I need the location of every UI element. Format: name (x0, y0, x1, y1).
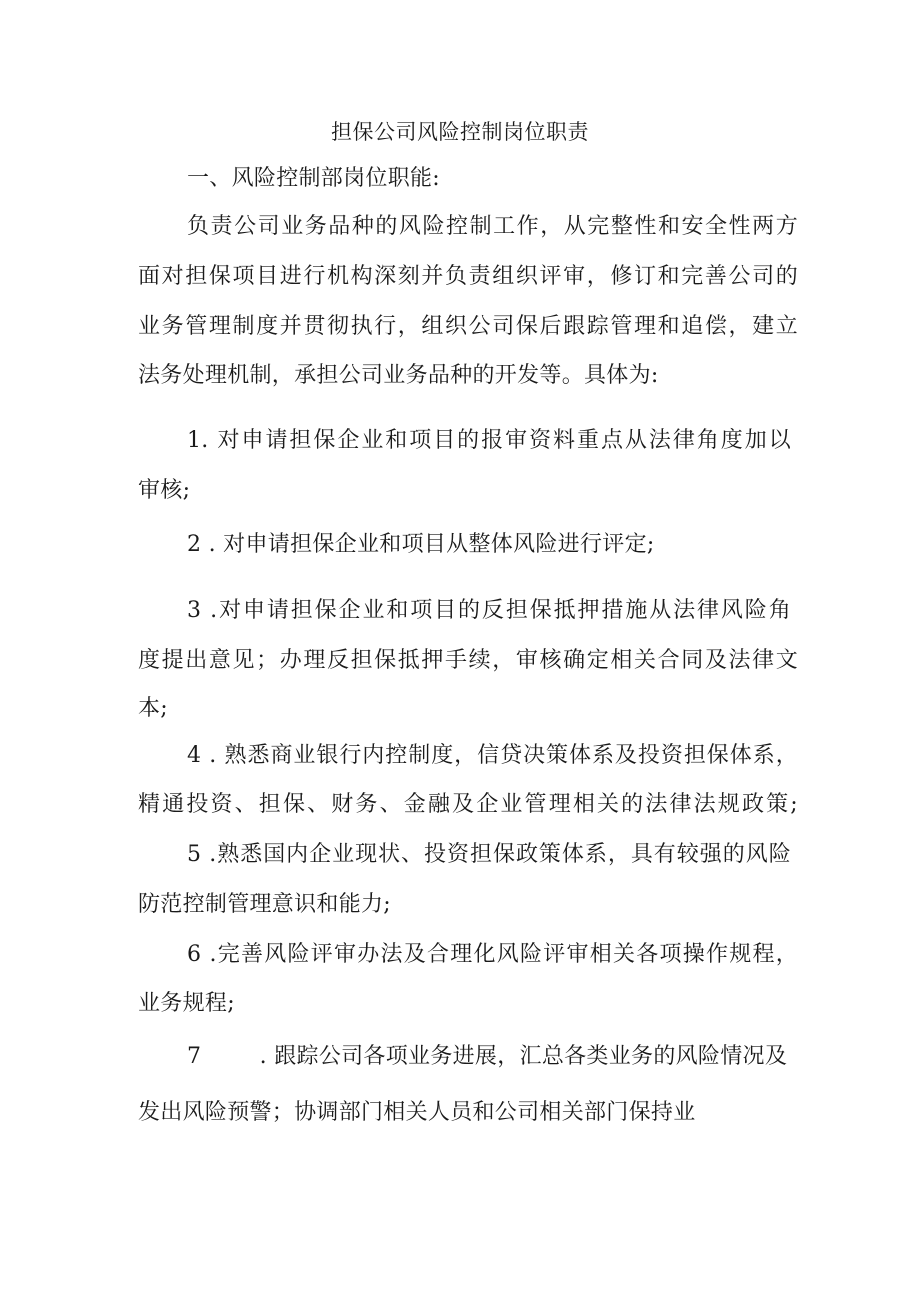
intro-line: 面对担保项目进行机构深刻并负责组织评审，修订和完善公司的 (138, 264, 798, 289)
list-item-line: 3 .对申请担保企业和项目的反担保抵押措施从法律风险角 (187, 598, 791, 623)
intro-line: 业务管理制度并贯彻执行，组织公司保后跟踪管理和追偿，建立 (138, 314, 798, 339)
list-item-line: 防范控制管理意识和能力; (138, 892, 392, 917)
list-item-line: 5 .熟悉国内企业现状、投资担保政策体系，具有较强的风险 (187, 842, 791, 867)
intro-line: 负责公司业务品种的风险控制工作，从完整性和安全性两方 (187, 214, 798, 239)
list-item-line: 6 .完善风险评审办法及合理化风险评审相关各项操作规程， (187, 942, 798, 967)
intro-line: 法务处理机制，承担公司业务品种的开发等。具体为: (138, 363, 659, 388)
document-title: 担保公司风险控制岗位职责 (331, 120, 589, 144)
list-item-line: 精通投资、担保、财务、金融及企业管理相关的法律法规政策; (138, 792, 798, 817)
list-item-line: 4 . 熟悉商业银行内控制度，信贷决策体系及投资担保体系， (187, 743, 798, 768)
section-heading: 一、风险控制部岗位职能: (187, 166, 441, 191)
list-item-line: 度提出意见；办理反担保抵押手续，审核确定相关合同及法律文 (138, 648, 798, 673)
list-item-line: 7 . 跟踪公司各项业务进展，汇总各类业务的风险情况及 (187, 1044, 788, 1069)
list-item-line: 1. 对申请担保企业和项目的报审资料重点从法律角度加以 (187, 428, 791, 453)
list-item-line: 审核; (138, 478, 191, 503)
list-item-line: 本; (138, 696, 169, 721)
list-item-line: 发出风险预警；协调部门相关人员和公司相关部门保持业 (138, 1100, 696, 1125)
list-item-line: 业务规程; (138, 991, 235, 1016)
list-item-line: 2 . 对申请担保企业和项目从整体风险进行评定; (187, 532, 655, 557)
